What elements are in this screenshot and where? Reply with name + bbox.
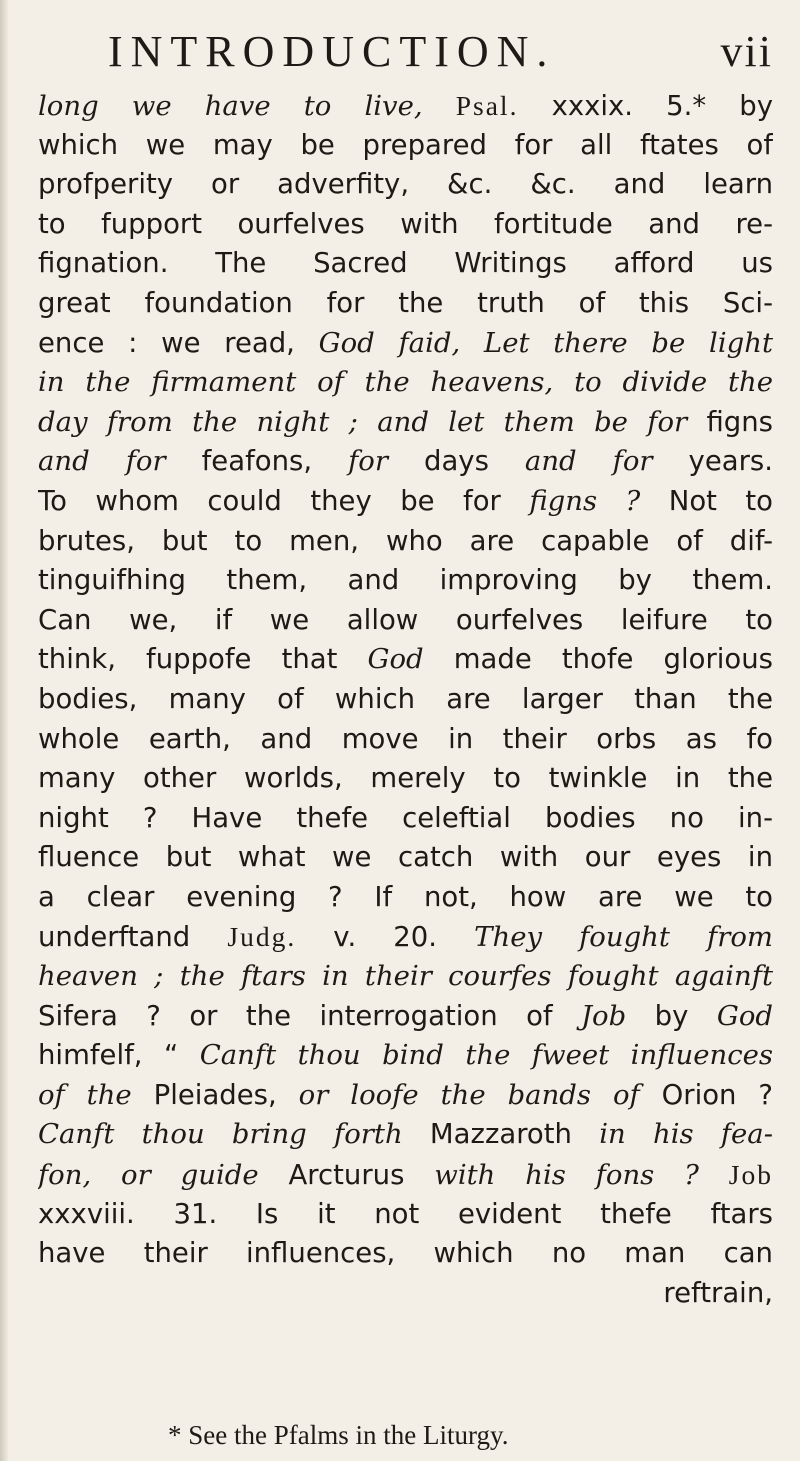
text-span: himfelf, “	[38, 1039, 200, 1072]
text-line	[38, 284, 773, 324]
text-span: days	[387, 445, 525, 478]
text-line	[38, 878, 773, 918]
text-line	[38, 838, 773, 878]
text-line	[38, 640, 773, 680]
text-line	[38, 1274, 773, 1314]
text-span: Pleiades,	[131, 1078, 299, 1111]
text-span: whole earth, and move in their orbs as fo	[38, 722, 773, 755]
text-span: ence : we read,	[38, 326, 319, 359]
italic-text: or loofe the bands of	[298, 1078, 640, 1111]
italic-text: and for	[524, 445, 653, 478]
page-edge	[0, 0, 8, 1461]
italic-text: Canft thou bring forth	[38, 1118, 403, 1151]
italic-text: figns ?	[529, 484, 641, 517]
header-title: INTRODUCTION.	[108, 27, 556, 76]
text-line	[38, 601, 773, 641]
text-span: Can we, if we allow ourfelves leifure to	[38, 603, 773, 636]
text-span: xxxix. 5.* by	[518, 90, 773, 122]
text-line	[38, 126, 773, 166]
text-span: think, fuppofe that	[38, 643, 368, 676]
text-line	[38, 522, 773, 562]
text-span: xxxviii. 31. Is it not evident thefe ftars	[38, 1197, 773, 1230]
text-span: by	[626, 999, 717, 1032]
italic-text: and for	[38, 445, 166, 478]
running-header	[108, 22, 773, 82]
text-line	[38, 165, 773, 205]
text-span: which we may be prepared for all ftates of	[38, 128, 773, 161]
text-span: To whom could they be for	[38, 484, 530, 517]
text-span: years.	[652, 445, 773, 478]
text-line	[38, 561, 773, 601]
small-caps-text: Psal.	[455, 90, 519, 121]
text-span: brutes, but to men, who are capable of dif-	[38, 524, 773, 557]
text-span: figns	[687, 405, 773, 438]
italic-text: in the firmament of the heavens, to divide the	[38, 366, 773, 399]
text-line	[38, 720, 773, 760]
text-line	[38, 1234, 773, 1274]
text-span: profperity or adverfity, &c. &c. and learn	[38, 168, 773, 201]
italic-text: Job	[581, 999, 627, 1032]
text-span: made thofe glorious	[423, 643, 773, 676]
text-line	[38, 482, 773, 522]
text-span: Sifera ? or the interrogation of	[38, 999, 582, 1032]
text-span: night ? Have thefe celeftial bodies no in-	[38, 801, 773, 834]
text-span: fluence but what we catch with our eyes in	[38, 841, 773, 874]
text-span: a clear evening ? If not, how are we to	[38, 880, 773, 913]
text-span: to fupport ourfelves with fortitude and re-	[38, 207, 773, 240]
italic-text: long we have to live,	[38, 90, 423, 122]
text-span	[423, 90, 456, 122]
text-line	[38, 1155, 773, 1195]
italic-text: of the	[38, 1078, 132, 1111]
page-number: vii	[720, 27, 773, 76]
text-span: Orion ?	[639, 1078, 773, 1111]
text-line	[38, 1036, 773, 1076]
book-page	[38, 0, 773, 1461]
italic-text: God faid, Let there be light	[318, 326, 773, 359]
italic-text: God	[367, 643, 424, 676]
text-span: Mazzaroth	[402, 1118, 600, 1151]
text-span: reftrain,	[663, 1276, 773, 1309]
text-line	[38, 759, 773, 799]
text-span: underftand	[38, 921, 228, 954]
text-span: Not to	[640, 484, 773, 517]
text-span: feafons,	[165, 445, 349, 478]
text-span: v. 20.	[296, 921, 475, 954]
text-span: great foundation for the truth of this Sci-	[38, 286, 773, 319]
text-line	[38, 363, 773, 403]
text-span: many other worlds, merely to twinkle in the	[38, 762, 773, 795]
text-span: bodies, many of which are larger than the	[38, 682, 773, 715]
text-line	[38, 680, 773, 720]
text-span: have their influences, which no man can	[38, 1237, 773, 1270]
text-line	[38, 244, 773, 284]
italic-text: day from the night ; and let them be for	[38, 405, 688, 438]
text-line	[38, 1115, 773, 1155]
text-line	[38, 799, 773, 839]
footnote: * See the Pfalms in the Liturgy.	[168, 1420, 509, 1450]
text-span	[699, 1159, 729, 1191]
italic-text: in his fea-	[599, 1118, 773, 1151]
text-line	[38, 1195, 773, 1235]
body-text	[38, 86, 773, 1313]
italic-text: God	[716, 999, 773, 1032]
text-line	[38, 205, 773, 245]
text-line	[38, 1076, 773, 1116]
text-line	[38, 86, 773, 126]
text-span: fignation. The Sacred Writings afford us	[38, 247, 773, 280]
text-span: tinguifhing them, and improving by them.	[38, 564, 773, 597]
text-span: Arcturus	[258, 1159, 435, 1192]
italic-text: Canft thou bind the fweet influences	[199, 1039, 773, 1072]
text-line	[38, 324, 773, 364]
text-line	[38, 403, 773, 443]
italic-text: fon, or guide	[38, 1159, 259, 1192]
text-line	[38, 917, 773, 957]
text-line	[38, 957, 773, 997]
italic-text: heaven ; the ftars in their courfes fought againft	[38, 960, 773, 993]
text-line	[38, 442, 773, 482]
small-caps-text: Judg.	[227, 921, 297, 953]
text-line	[38, 997, 773, 1037]
italic-text: They fought from	[474, 921, 773, 954]
italic-text: for	[348, 445, 388, 478]
small-caps-text: Job	[728, 1159, 773, 1191]
italic-text: with his fons ?	[434, 1159, 699, 1192]
